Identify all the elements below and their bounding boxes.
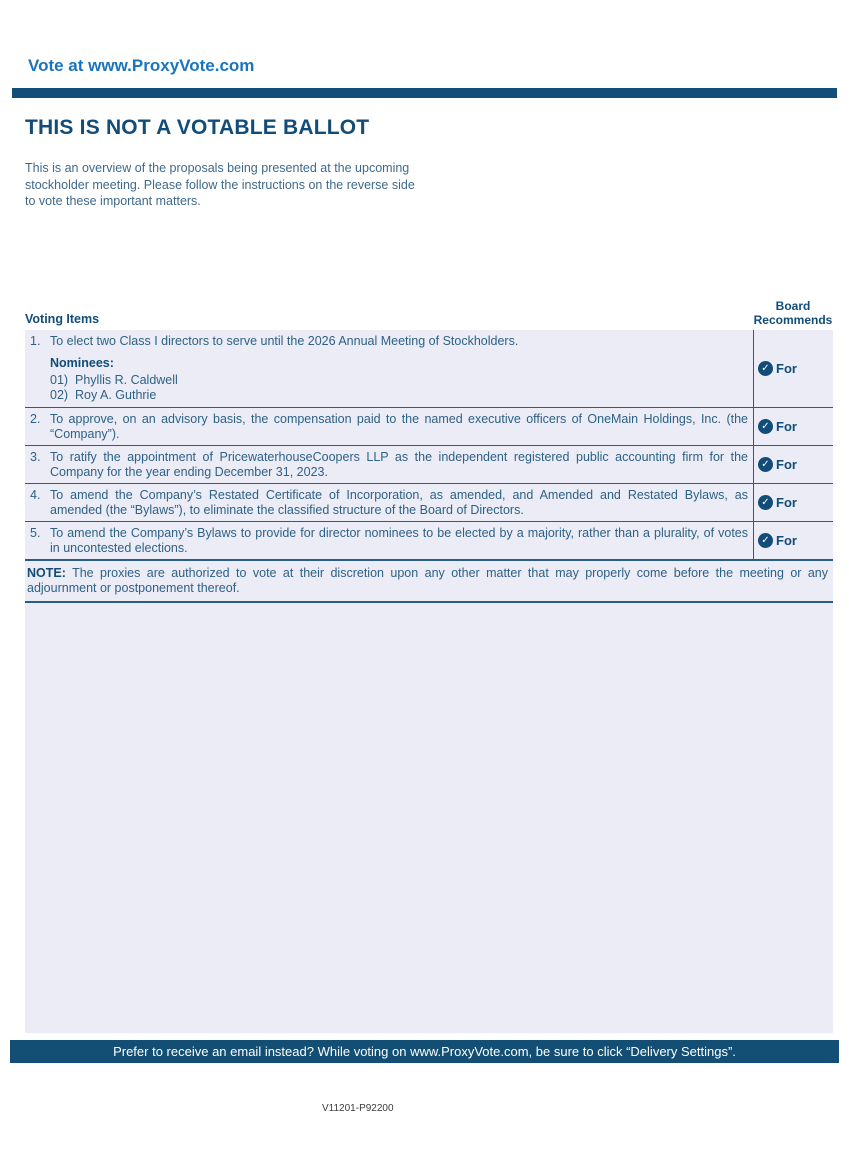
check-icon: ✓ bbox=[758, 361, 773, 376]
table-row-item-3 bbox=[25, 446, 833, 484]
table-row-item-1 bbox=[25, 330, 833, 408]
board-recommends-line1: Board bbox=[775, 299, 811, 313]
item-5-cell bbox=[25, 522, 753, 559]
recommendation-label: For bbox=[776, 419, 797, 434]
document-code: V11201-P92200 bbox=[322, 1103, 394, 1114]
recommendation-label: For bbox=[776, 457, 797, 472]
table-row-item-2 bbox=[25, 408, 833, 446]
page-title: THIS IS NOT A VOTABLE BALLOT bbox=[25, 116, 370, 139]
nominee-1-name: Phyllis R. Caldwell bbox=[75, 373, 178, 387]
check-icon: ✓ bbox=[758, 533, 773, 548]
nominee-2-name: Roy A. Guthrie bbox=[75, 387, 157, 402]
voting-items-table bbox=[25, 330, 833, 1033]
note-row bbox=[25, 561, 833, 603]
item-5-recommendation bbox=[753, 522, 833, 559]
item-1-cell bbox=[25, 330, 753, 407]
item-3-recommendation bbox=[753, 446, 833, 483]
item-2-cell bbox=[25, 408, 753, 445]
vote-url-heading: Vote at www.ProxyVote.com bbox=[28, 56, 255, 75]
recommendation-label: For bbox=[776, 361, 797, 376]
nominees-label: Nominees: bbox=[50, 355, 114, 370]
item-2-recommendation bbox=[753, 408, 833, 445]
item-4-cell bbox=[25, 484, 753, 521]
nominee-1-number: 01) bbox=[50, 373, 69, 387]
recommendation-label: For bbox=[776, 495, 797, 510]
voting-items-header: Voting Items bbox=[25, 312, 100, 326]
item-3-cell bbox=[25, 446, 753, 483]
item-1-recommendation bbox=[753, 330, 833, 407]
board-recommends-line2: Recommends bbox=[753, 313, 833, 328]
recommendation-label: For bbox=[776, 533, 797, 548]
note-label: NOTE: bbox=[27, 566, 66, 580]
item-4-text: To amend the Company’s Restated Certificate of Incorporation, as amended, and Amended and Restated Bylaws, as amended (the “Bylaws”), to eliminate the classified structure of the Board of Directors. bbox=[50, 488, 748, 517]
intro-paragraph: This is an overview of the proposals being presented at the upcoming stockholder meeting. Please follow the instructions on the reverse side to vote these important matters. bbox=[25, 161, 415, 208]
item-5-number: 5. bbox=[30, 526, 41, 540]
item-4-number: 4. bbox=[30, 488, 41, 502]
item-2-text: To approve, on an advisory basis, the compensation paid to the named executive officers of OneMain Holdings, Inc. (the “Company”). bbox=[50, 412, 748, 441]
nominee-1 bbox=[50, 373, 748, 388]
board-recommends-header bbox=[747, 299, 839, 327]
item-1-number: 1. bbox=[30, 334, 41, 348]
check-icon: ✓ bbox=[758, 495, 773, 510]
item-1-text-block bbox=[50, 334, 748, 403]
item-5-text: To amend the Company’s Bylaws to provide for director nominees to be elected by a majority, rather than a plurality, of votes in uncontested elections. bbox=[50, 526, 748, 555]
item-4-recommendation bbox=[753, 484, 833, 521]
header-divider-bar bbox=[12, 88, 837, 98]
note-text: The proxies are authorized to vote at their discretion upon any other matter that may properly come before the meeting or any adjournment or postponement thereof. bbox=[27, 566, 829, 595]
item-3-text: To ratify the appointment of PricewaterhouseCoopers LLP as the independent registered public accounting firm for the Company for the year ending December 31, 2023. bbox=[50, 450, 748, 479]
item-3-number: 3. bbox=[30, 450, 41, 464]
table-row-item-4 bbox=[25, 484, 833, 522]
item-1-text: To elect two Class I directors to serve until the 2026 Annual Meeting of Stockholders. bbox=[50, 334, 519, 348]
delivery-settings-banner: Prefer to receive an email instead? While voting on www.ProxyVote.com, be sure to click “Delivery Settings”. bbox=[10, 1040, 839, 1063]
check-icon: ✓ bbox=[758, 419, 773, 434]
check-icon: ✓ bbox=[758, 457, 773, 472]
table-row-item-5 bbox=[25, 522, 833, 561]
nominee-2-number: 02) bbox=[50, 387, 69, 402]
nominee-2 bbox=[50, 388, 748, 403]
item-2-number: 2. bbox=[30, 412, 41, 426]
